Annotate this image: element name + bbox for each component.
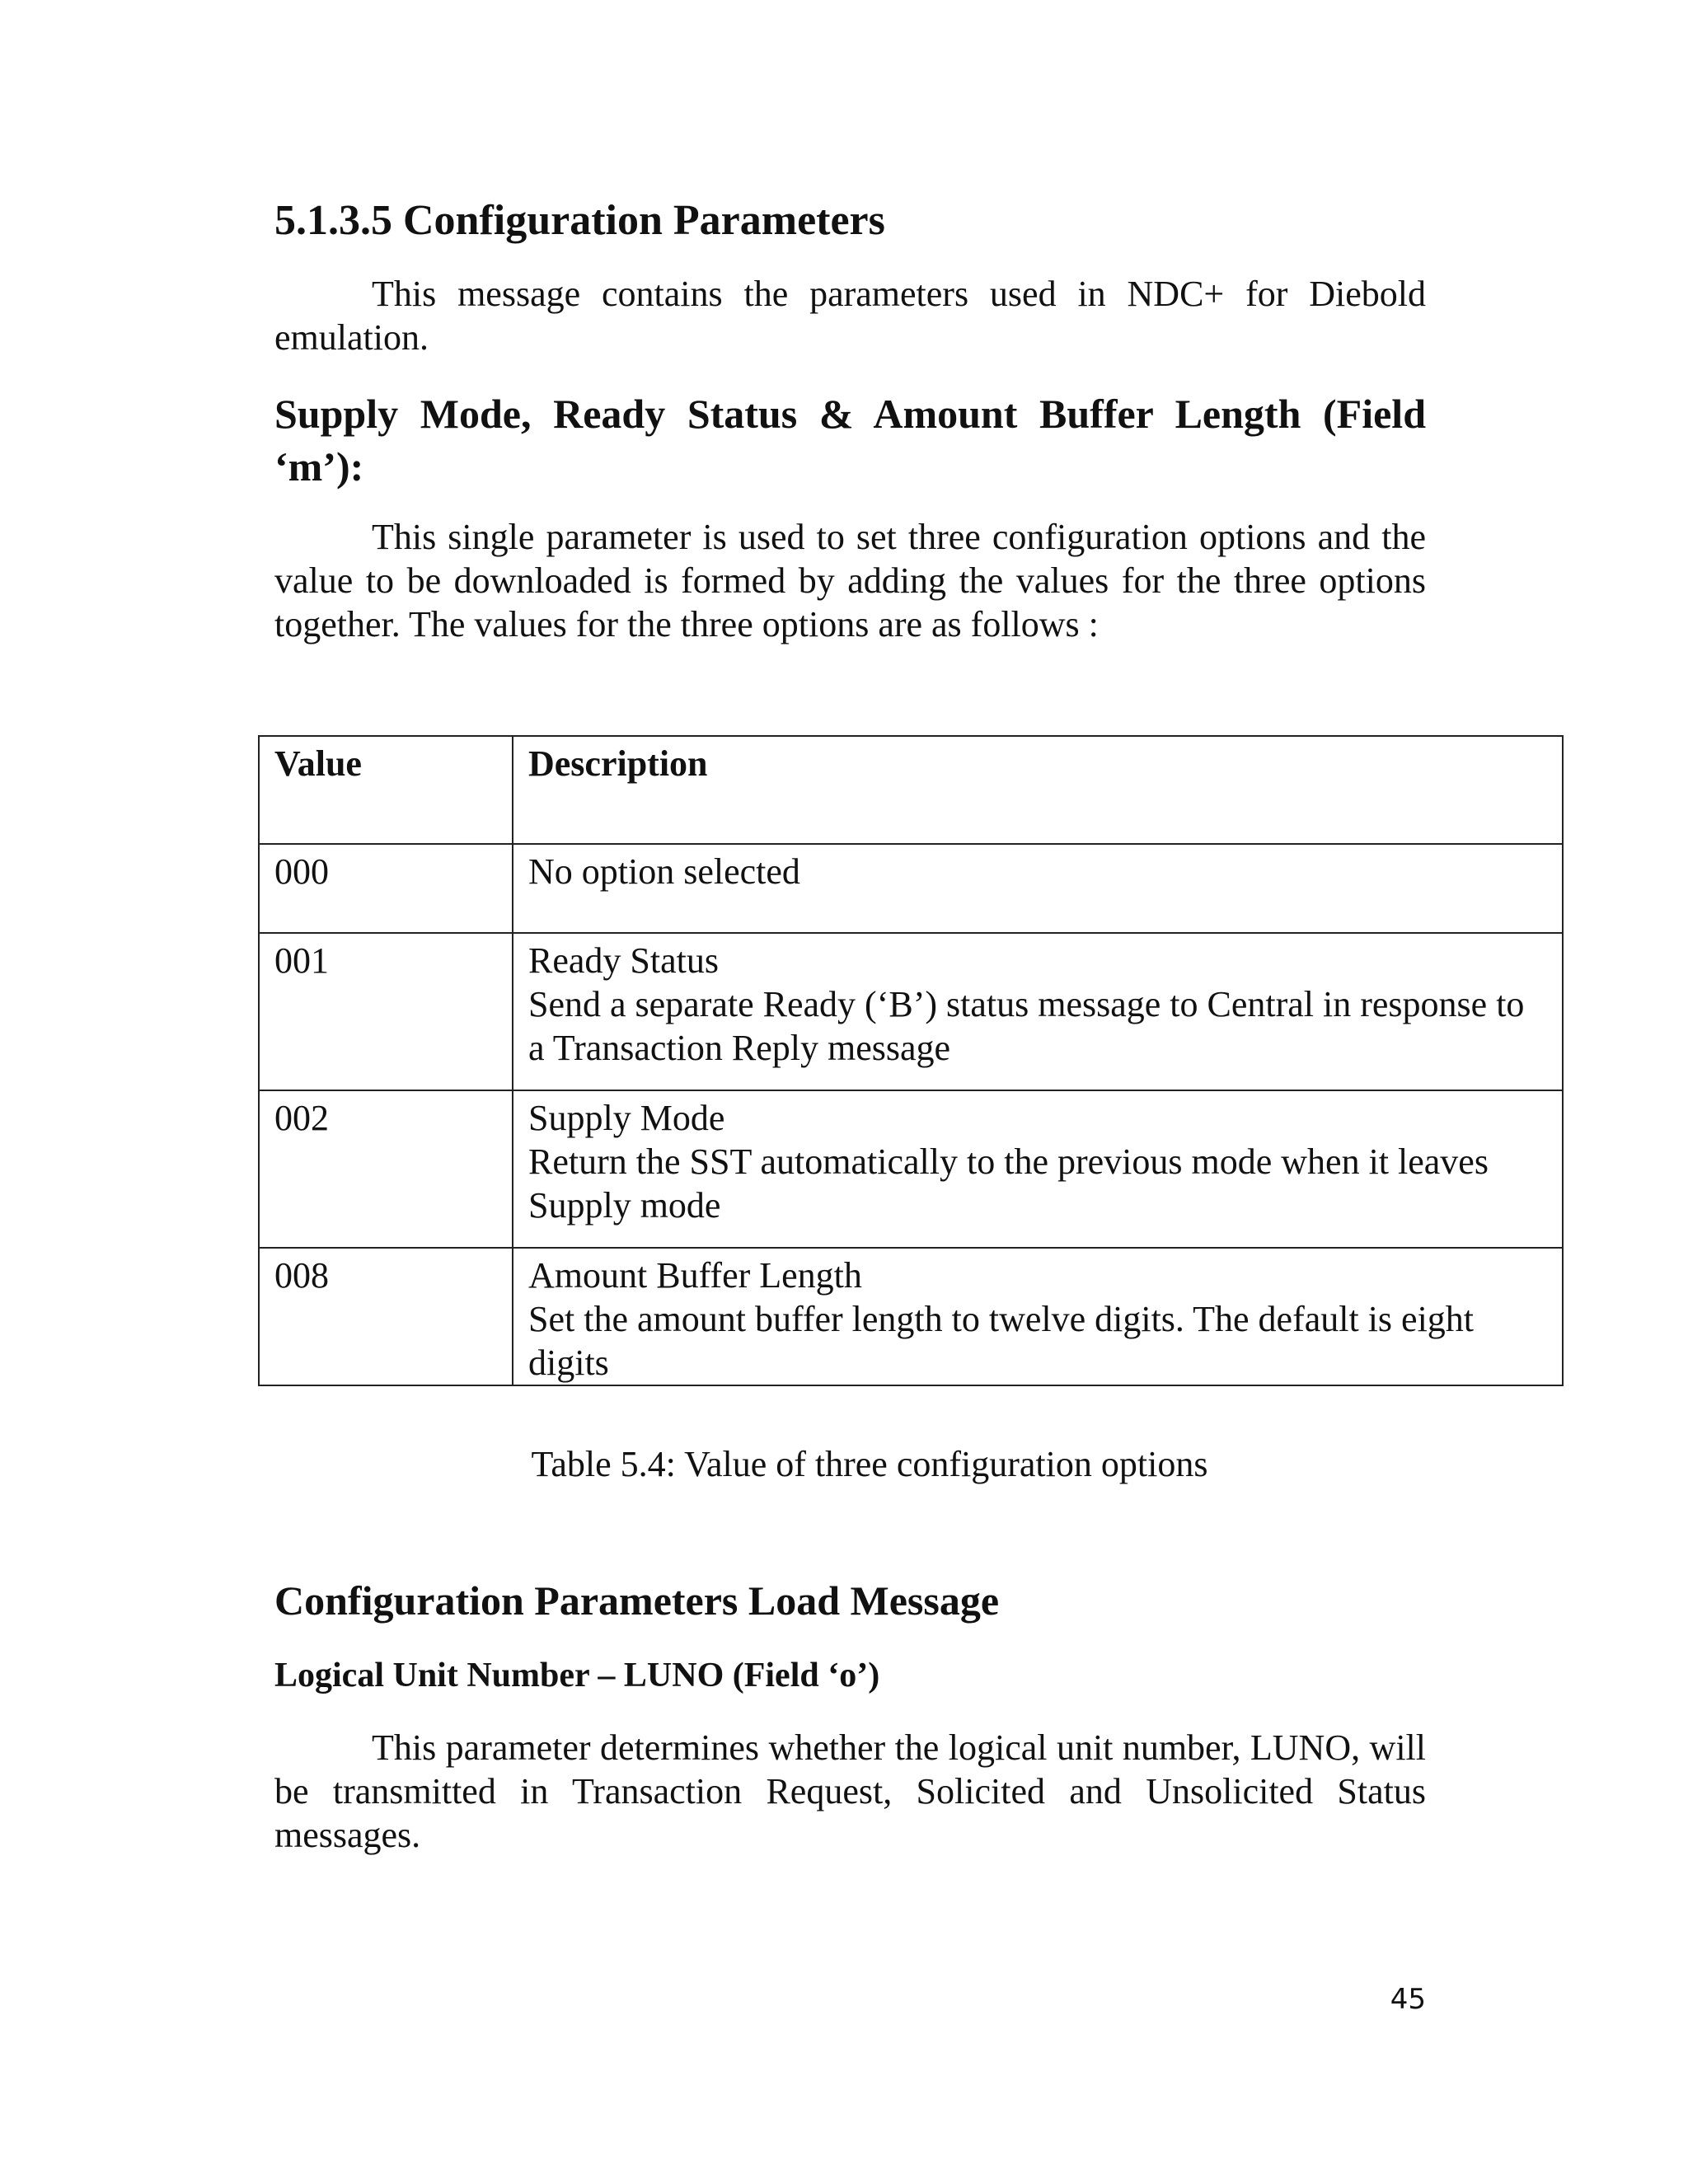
row-description bbox=[513, 933, 1563, 1090]
row-value: 008 bbox=[259, 1248, 513, 1385]
load-message-heading: Configuration Parameters Load Message bbox=[274, 1577, 1000, 1624]
row-value: 001 bbox=[259, 933, 513, 1090]
row-title: Ready Status bbox=[528, 940, 719, 981]
row-title: Amount Buffer Length bbox=[528, 1255, 862, 1296]
row-title: Supply Mode bbox=[528, 1098, 725, 1138]
row-detail: Send a separate Ready (‘B’) status message to Central in response to a Transaction Reply message bbox=[528, 984, 1525, 1068]
luno-subheading: Logical Unit Number – LUNO (Field ‘o’) bbox=[274, 1657, 880, 1694]
row-description bbox=[513, 1090, 1563, 1248]
row-detail: Return the SST automatically to the previous mode when it leaves Supply mode bbox=[528, 1141, 1489, 1226]
field-m-heading: Supply Mode, Ready Status & Amount Buffer Length (Field ‘m’): bbox=[274, 391, 1426, 490]
options-table bbox=[258, 735, 1564, 1386]
header-value: Value bbox=[259, 736, 513, 844]
row-value: 000 bbox=[259, 844, 513, 933]
table-caption: Table 5.4: Value of three configuration options bbox=[531, 1444, 1208, 1484]
page-number: 45 bbox=[1390, 1983, 1426, 2016]
row-detail: Set the amount buffer length to twelve digits. The default is eight digits bbox=[528, 1299, 1475, 1383]
row-title: No option selected bbox=[528, 851, 800, 892]
row-description bbox=[513, 1248, 1563, 1385]
field-m-paragraph: This single parameter is used to set three configuration options and the value to be downloaded is formed by adding the values for the three options together. The values for the three options are as follows : bbox=[274, 517, 1426, 644]
luno-paragraph: This parameter determines whether the logical unit number, LUNO, will be transmitted in Transaction Request, Solicited and Unsolicited Status messages. bbox=[274, 1727, 1426, 1855]
row-value: 002 bbox=[259, 1090, 513, 1248]
table-row bbox=[259, 1248, 1563, 1385]
table-row bbox=[259, 933, 1563, 1090]
table-row bbox=[259, 844, 1563, 933]
header-description: Description bbox=[513, 736, 1563, 844]
table-header-row bbox=[259, 736, 1563, 844]
section-heading: 5.1.3.5 Configuration Parameters bbox=[274, 197, 885, 244]
intro-paragraph: This message contains the parameters used in NDC+ for Diebold emulation. bbox=[274, 274, 1426, 358]
table-row bbox=[259, 1090, 1563, 1248]
row-description bbox=[513, 844, 1563, 933]
